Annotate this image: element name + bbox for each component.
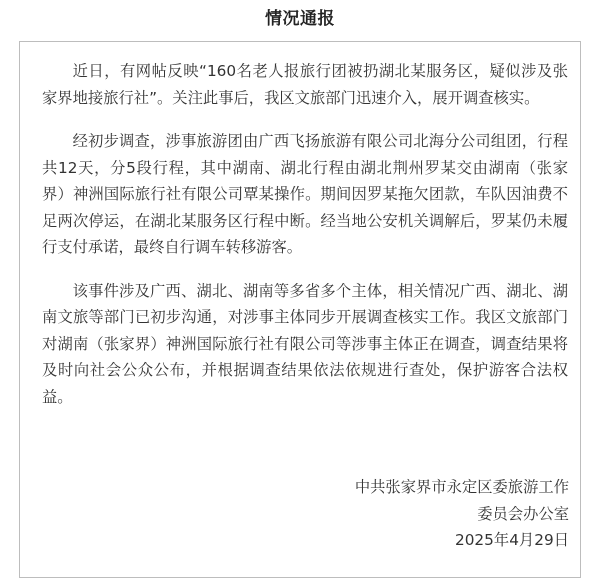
notice-body — [42, 58, 568, 427]
signature-date: 2025年4月29日 — [454, 531, 569, 549]
signature-block — [355, 474, 569, 554]
paragraph-2: 经初步调查，涉事旅游团由广西飞扬旅游有限公司北海分公司组团，行程共12天，分5段行程，其中湖南、湖北行程由湖北荆州罗某交由湖南（张家界）神洲国际旅行社有限公司覃某操作。期间因罗某拖欠团款，车队因油费不足两次停运，在湖北某服务区行程中断。经当地公安机关调解后，罗某仍未履行支付承诺，最终自行调车转移游客。 — [42, 132, 568, 256]
paragraph-1: 近日，有网帖反映“160名老人报旅行团被扔湖北某服务区，疑似涉及张家界地接旅行社”。关注此事后，我区文旅部门迅速介入，展开调查核实。 — [42, 62, 568, 107]
signature-org-line2: 委员会办公室 — [477, 504, 569, 523]
paragraph-3: 该事件涉及广西、湖北、湖南等多省多个主体，相关情况广西、湖北、湖南文旅等部门已初步沟通，对涉事主体同步开展调查核实工作。我区文旅部门对湖南（张家界）神洲国际旅行社有限公司等涉事主体正在调查，调查结果将及时向社会公众公布，并根据调查结果依法依规进行查处，保护游客合法权益。 — [42, 281, 568, 406]
signature-org-line1: 中共张家界市永定区委旅游工作 — [354, 478, 569, 496]
page-title: 情况通报 — [265, 9, 335, 29]
